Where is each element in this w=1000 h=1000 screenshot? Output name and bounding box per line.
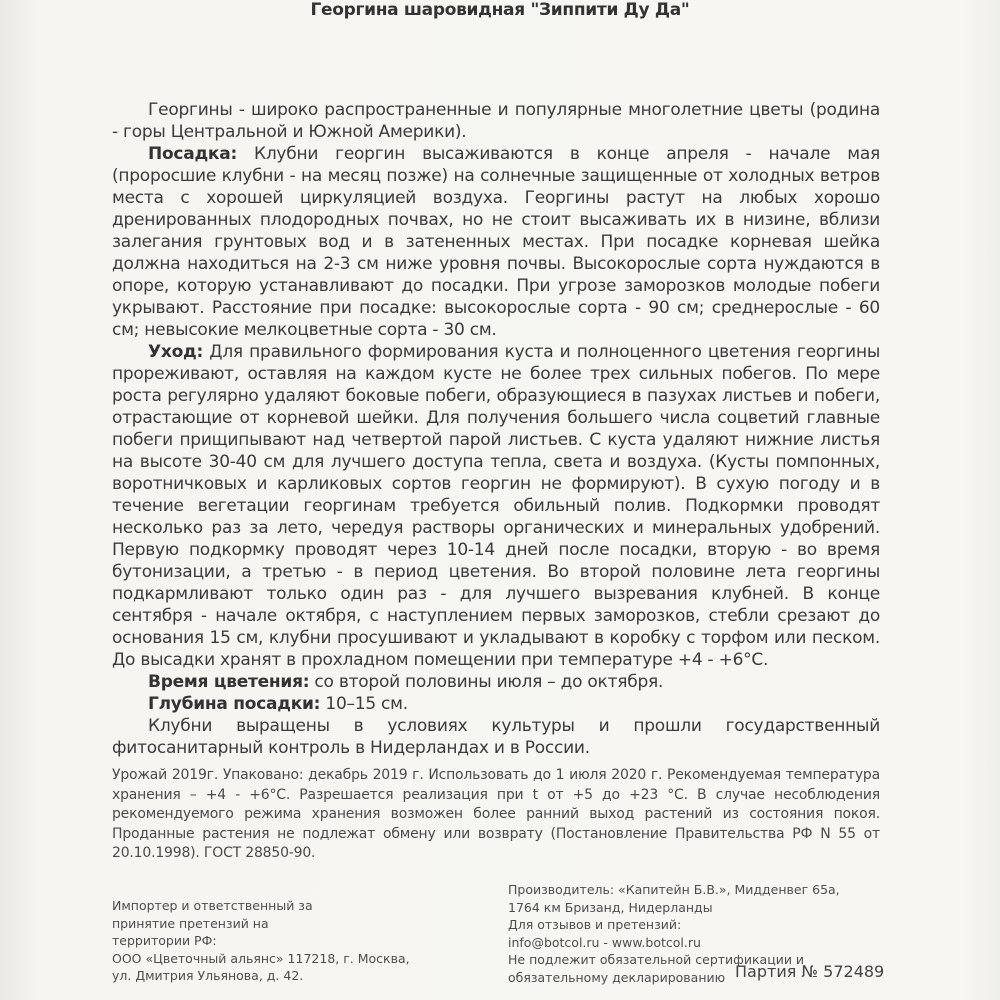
importer-line: территории РФ:	[112, 933, 217, 948]
importer-line: Импортер и ответственный за	[112, 898, 313, 913]
planting-label: Посадка:	[148, 144, 237, 164]
depth-paragraph	[112, 693, 880, 715]
importer-info	[112, 897, 412, 985]
bloom-text: со второй половины июля – до октября.	[309, 672, 664, 692]
bloom-label: Время цветения:	[148, 672, 310, 692]
importer-line: ул. Дмитрия Ульянова, д. 42.	[112, 968, 304, 983]
care-label: Уход:	[148, 342, 204, 362]
care-text: Для правильного формирования куста и полноценного цветения георгины прореживают, оставляя на каждом кусте не более трех сильных побегов. По мере роста регулярно удаляют боковые побеги, образующиеся в пазухах листьев и побеги, отрастающие от корневой шейки. Для получения большего числа соцветий главные побеги прищипывают над четвертой парой листьев. С куста удаляют нижние листья на высоте 30-40 см для лучшего доступа тепла, света и воздуха. (Кусты помпонных, воротничковых и карликовых сортов георгин не формируют). В сухую погоду и в течение вегетации георгинам требуется обильный полив. Подкормки проводят несколько раз за лето, чередуя растворы органических и минеральных удобрений. Первую подкормку проводят через 10-14 дней после посадки, вторую - во время бутонизации, а третью - в период цветения. Во второй половине лета георгины подкармливают только один раз - для лучшего вызревания клубней. В конце сентября - начале октября, с наступлением первых заморозков, стебли срезают до основания 15 см, клубни просушивают и укладывают в коробку с торфом или песком. До высадки хранят в прохладном помещении при температуре +4 - +6°C.	[112, 342, 880, 670]
batch-number: Партия № 572489	[735, 962, 885, 981]
description-block	[112, 99, 880, 759]
storage-info	[112, 766, 880, 864]
producer-line: Производитель: «Капитейн Б.В.», Мидденвег 65а,	[508, 882, 840, 897]
planting-paragraph	[112, 143, 880, 341]
producer-contact: info@botcol.ru - www.botcol.ru	[508, 934, 701, 950]
bloom-paragraph	[112, 671, 880, 693]
producer-line: 1764 км Бризанд, Нидерланды	[508, 899, 713, 915]
storage-text: Урожай 2019г. Упаковано: декабрь 2019 г. Использовать до 1 июля 2020 г. Рекомендуемая температура хранения – +4 - +6°C. Разрешается реализация при t от +5 до +23 °C. В случае несоблюдения рекомендуемого режима хранения возможен более ранний выход растений из состояния покоя. Проданные растения не подлежат обмену или возврату (Постановление Правительства РФ N 55 от 20.10.1998). ГОСТ 28850-90.	[112, 767, 880, 861]
importer-line: принятие претензий на	[112, 915, 269, 931]
intro-paragraph: Георгины - широко распространенные и популярные многолетние цветы (родина - горы Центральной и Южной Америки).	[112, 100, 880, 142]
depth-label: Глубина посадки:	[148, 694, 321, 714]
producer-line: обязательному декларированию	[508, 969, 726, 985]
producer-line: Не подлежит обязательной сертификации и	[508, 952, 805, 967]
importer-line: ООО «Цветочный альянс» 117218, г. Москва,	[112, 950, 410, 966]
care-paragraph	[112, 341, 880, 671]
certification-paragraph: Клубни выращены в условиях культуры и прошли государственный фитосанитарный контроль в Нидерландах и в России.	[112, 716, 880, 758]
depth-text: 10–15 см.	[320, 694, 408, 714]
product-title: Георгина шаровидная "Зиппити Ду Да"	[310, 0, 690, 20]
producer-line: Для отзывов и претензий:	[508, 917, 682, 932]
planting-text: Клубни георгин высаживаются в конце апреля - начале мая (проросшие клубни - на месяц позже) на солнечные защищенные от холодных ветров места с хорошей циркуляцией воздуха. Георгины растут на любых хорошо дренированных плодородных почвах, но не стоит высаживать их в низине, вблизи залегания грунтовых вод и в затененных местах. При посадке корневая шейка должна находиться на 2-3 см ниже уровня почвы. Высокорослые сорта нуждаются в опоре, которую устанавливают до посадки. При угрозе заморозков молодые побеги укрывают. Расстояние при посадке: высокорослые сорта - 90 см; среднерослые - 60 см; невысокие мелкоцветные сорта - 30 см.	[112, 144, 880, 340]
